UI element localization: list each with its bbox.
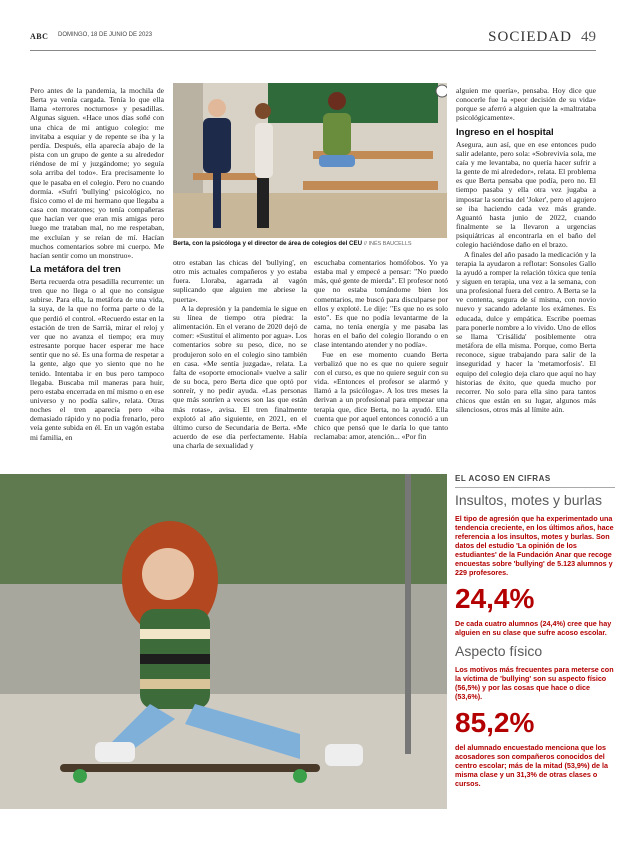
paragraph: A finales del año pasado la medicación y la terapia la ayudaron a reflotar: Sonsoles Gallo la ayudó a romper la relación tóxica que tenía y siguen en terapia, una vez a la semana, con una profesional fuera del centro. A Berta se la ve contenta, segura de sí misma, con novio nuevo y sacando adelante los exámenes. Es educada, dulce y empática. Escribe poemas para ponerle nombre a lo vivido. Uno de ellos se llama 'Crisálida' posiblemente otra metáfora de ella misma. Porque, como Berta reconoce, sigue trabajando para salir de la inseguridad y hacer la 'metamorfosis'. El equipo del colegio deja claro que aquí no hay historias de éxito, que queda mucho por recorrer. No solo para ella sino para tantos chicos que están en su lugar, algunos más silenciosos, otros más al límite aún.	[456, 249, 596, 415]
paragraph: escuchaba comentarios homófobos. Yo ya estaba mal y empecé a pensar: "No puedo más, qué gente de mierda". El profesor notó que no estaba tomándome bien los comentarios, me buscó para disculparse por ellos y exploté. Le dije: "Es que no es solo esto". Es que no podía levantarme de la cama, no tenía energía y me pasaba las horas en el baño del colegio llorando o en clase intentando atender y no podía».	[314, 258, 448, 350]
photo-caption	[173, 240, 453, 247]
stat-text: De cada cuatro alumnos (24,4%) cree que hay alguien en su clase que sufre acoso escolar.	[455, 619, 612, 637]
header-rule	[30, 50, 596, 51]
sidebar-subtitle: Aspecto físico	[455, 643, 543, 659]
photo-berta-portrait	[0, 474, 447, 809]
paragraph: Fue en ese momento cuando Berta verbalizó que no es que no quiere seguir con el curso, es que no quiere seguir con su vida. «Entonces el profesor se alarmó y llamó a la psicóloga». A los tres meses la derivan a un profesional para empezar una terapia que, dice Berta, no la ayudó. Ella cuenta que por aquel entonces conoció a un chico que pensó que le daría lo que tanto reclamaba: amor, atención... «Por fin	[314, 349, 448, 441]
subheading: La metáfora del tren	[30, 263, 121, 275]
paragraph: A la depresión y la pandemia le sigue en su línea de tiempo otra piedra: la alimentación. En el verano de 2020 dejó de comer: «Sustituí el alimento por agua». Los comentarios sobre su peso, dice, no se produjeron solo en el colegio sino también en casa. «Me sentía juzgada», relata. La falta de «soporte emocional» vuelve a salir de su boca, pero Berta dice que optó por sonreír, y no pedir ayuda. «Las personas que más sonríen a veces son las que están más rotas», avisa. El tren finalmente explotó al año siguiente, en 2021, en el último curso de Secundaria de Berta. «Me acuerdo de ese día perfectamente. Había una charla de sexualidad y	[173, 303, 307, 451]
newspaper-brand: ABC	[30, 32, 49, 41]
stats-sidebar	[455, 474, 615, 788]
page-number: 49	[581, 29, 596, 45]
article-column-3	[314, 258, 448, 441]
portrait-photo	[0, 474, 447, 809]
sidebar-body: El tipo de agresión que ha experimentado una tendencia creciente, en los últimos años, hace referencia a los insultos, motes y burlas. Son datos del estudio 'La opinión de los estudiantes' de la Fundación Anar que recoge encuestas sobre 'bullying' de 5.123 alumnos y 229 profesores.	[455, 514, 614, 577]
paragraph: otro estaban las chicas del 'bullying', en otro mis actuales compañeros y yo estaba fuera. Lloraba, agarrada al vagón suplicando que alguien me abriese la puerta».	[173, 258, 307, 304]
article-column-1	[30, 86, 164, 442]
stat-figure: 24,4%	[455, 583, 535, 614]
photo-berta-meeting	[173, 83, 447, 238]
caption-text: Berta, con la psicóloga y el director de área de colegios del CEU	[173, 240, 363, 247]
paragraph: Berta recuerda otra pesadilla recurrente: un tren que no llega o al que no consigue subirse. Para ella, la metáfora de una vida, la suya, de la que no forma parte o de la que perdió el control. «Recuerdo estar en la estación de tren de Sarrià, mirar el reloj y ver que no avanza el tiempo; era muy estresante porque hacer esperar me hace sentir que no sé. Es una forma de respetar a la gente, algo que yo siento que no he tenido. Intentaba ir en bus pero tampoco llegaba. Buscaba mil maneras para huir, pero estaba encerrada en mí mismo o en ese universo y no podía salir», relata. Otras noches el tren aparecía pero «iba demasiado rápido y no podía frenarlo, pero veía gente subida en él. En un vagón estaba mi familia, en	[30, 276, 164, 442]
sidebar-title: Insultos, motes y burlas	[455, 492, 603, 508]
paragraph: alguien me quería», pensaba. Hoy dice que conocerle fue la «peor decisión de su vida» porque se aferró a alguien que la «maltrataba psicológicamente».	[456, 86, 596, 123]
paragraph: Asegura, aun así, que en ese entonces pudo salir adelante, pero sola: «Sobrevivía sola, me caía y me levantaba, no quería hacer sufrir a la gente de mi alrededor», relata. El problema es que Berta pensaba que podía, pero no. El tiempo pasaba y ella otra vez jugaba a impostar la sonrisa del 'Joker', pero el agujero se iba haciendo cada vez más grande. Aguantó hasta junio de 2022, cuando finalmente se la llevaron a urgencias psiquiátricas al encontrarla en el baño del colegio haciéndose daño en el brazo.	[456, 139, 596, 250]
stat-text: del alumnado encuestado menciona que los acosadores son compañeros conocidos del centro escolar; más de la mitad (53,9%) de la misma clase y un 31,3% de otras clases o cursos.	[455, 743, 608, 788]
article-column-4	[456, 86, 596, 414]
paragraph: Pero antes de la pandemia, la mochila de Berta ya venía cargada. Tenía lo que ella llama «terrores nocturnos» y pesadillas. Algunas siguen. «Hace unos días soñé con una chica de mi antiguo colegio: me invitaba a esquiar y de repente se iba y la perdía. Después, ella aparecía abajo de la pista con un grupo de gente a su alrededor riéndose de mí y juzgándome; yo seguía sola arriba del todo». Era precisamente lo que le pasaba en el colegio. Pero no cuando dormía. «Sufrí 'bullying' psicológico, no físico como el de mi hermano que llegaba a casa con moratones; yo tenía compañeras que hacían ver que eran mis amigas pero luego me trataban mal, no me respetaban, me excluían y se reían de mí. Hacían muchos comentarios sobre mi cuerpo. Me hacían sentir como un monstruo».	[30, 86, 164, 260]
sidebar-kicker: EL ACOSO EN CIFRAS	[455, 474, 615, 488]
stat-figure: 85,2%	[455, 707, 535, 738]
classroom-photo	[173, 83, 447, 238]
issue-date: DOMINGO, 18 DE JUNIO DE 2023	[58, 32, 153, 38]
page-header	[30, 28, 596, 48]
sidebar-body: Los motivos más frecuentes para meterse con la víctima de 'bullying' son su aspecto físico (56,5%) y por las cosas que hace o dice (53,6%).	[455, 665, 614, 701]
section-title: SOCIEDAD	[488, 29, 572, 45]
subheading: Ingreso en el hospital	[456, 126, 554, 138]
article-column-2	[173, 258, 307, 450]
photo-credit: // INÉS BAUCELLS	[363, 241, 412, 247]
